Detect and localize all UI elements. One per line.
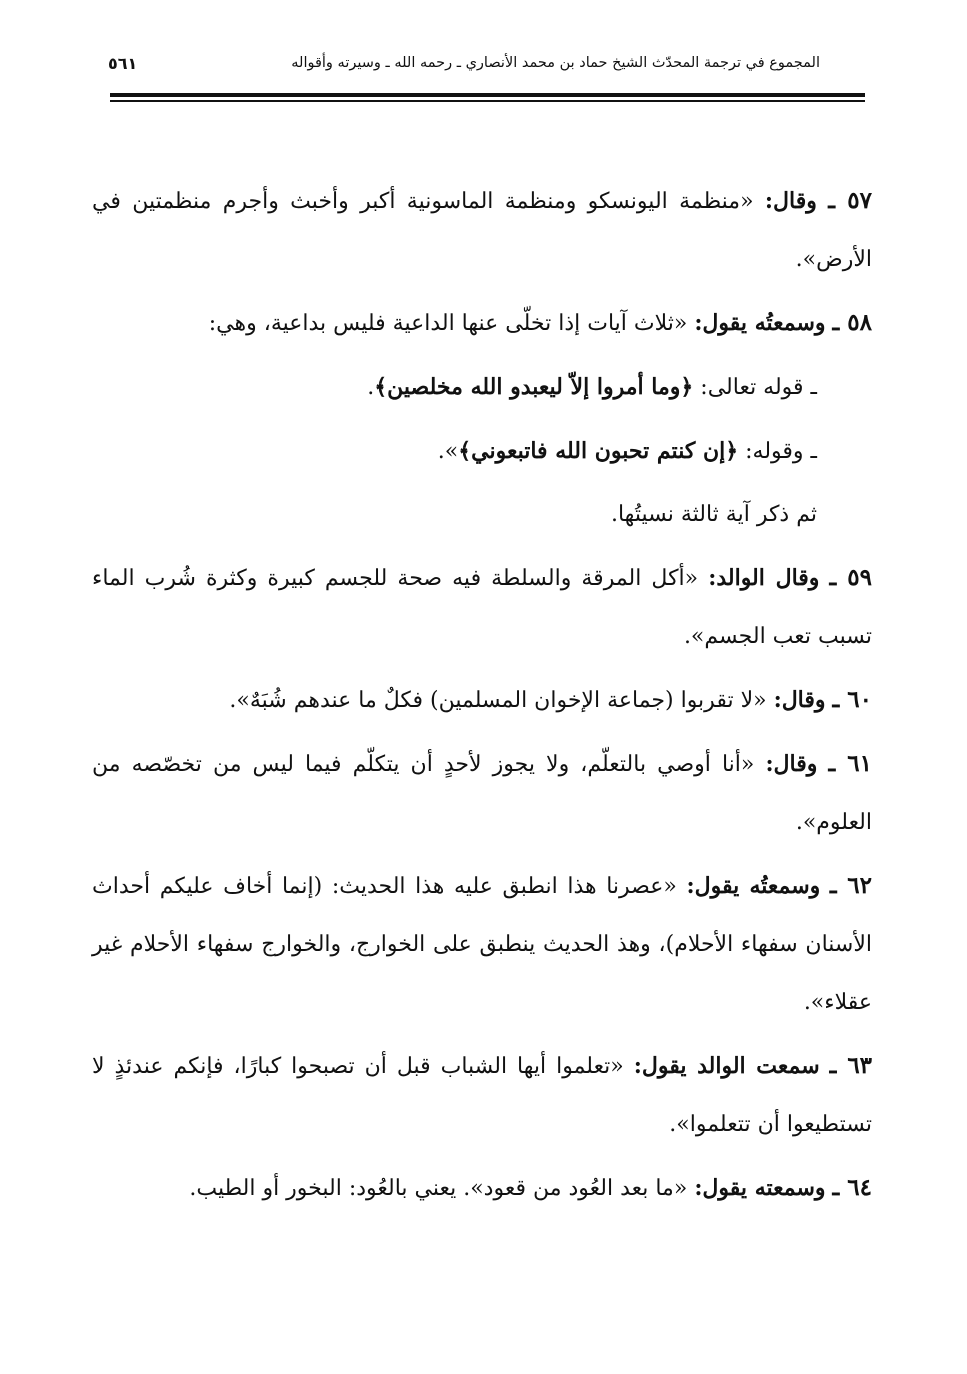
verse-suffix: . xyxy=(367,375,375,400)
closing-line: ثم ذكر آية ثالثة نسيتُها. xyxy=(610,502,817,527)
saying-60 xyxy=(92,671,872,730)
saying-number: ٦٤ ـ xyxy=(832,1174,872,1201)
saying-number: ٥٨ ـ xyxy=(832,309,872,336)
verse-line-1 xyxy=(92,358,872,417)
saying-text: «منظمة اليونسكو ومنظمة الماسونية أكبر وأخبث وأجرم منظمتين في الأرض». xyxy=(92,189,872,272)
saying-text: «ما بعد العُود من قعود». يعني بالعُود: البخور أو الطيب. xyxy=(189,1176,688,1201)
saying-61 xyxy=(92,735,872,852)
saying-number: ٦٠ ـ xyxy=(832,686,872,713)
page-body xyxy=(92,172,872,1223)
page-header xyxy=(108,46,820,80)
saying-lead: وسمعتُه يقول: xyxy=(694,310,826,336)
saying-63 xyxy=(92,1037,872,1154)
saying-lead: وسمعتُه يقول: xyxy=(686,873,821,899)
saying-64 xyxy=(92,1159,872,1218)
saying-text: «ثلاث آيات إذا تخلّى عنها الداعية فليس بداعية، وهي: xyxy=(208,311,688,336)
quran-verse: ﴿وما أمروا إلاّ ليعبدو الله مخلصين﴾ xyxy=(374,374,694,400)
header-rule-thin xyxy=(110,100,865,102)
header-rule-thick xyxy=(110,93,865,97)
saying-lead: سمعت الوالد يقول: xyxy=(633,1053,820,1079)
saying-number: ٦١ ـ xyxy=(828,750,873,777)
saying-57 xyxy=(92,172,872,289)
saying-lead: وقال: xyxy=(764,188,817,214)
verse-suffix: ». xyxy=(437,439,459,464)
saying-text: «عصرنا هذا انطبق عليه هذا الحديث: (إنما أخاف عليكم أحداث الأسنان سفهاء الأحلام)، وهذ الحديث ينطبق على الخوارج، والخوارج سفهاء الأحلام غير عقلاء». xyxy=(92,874,872,1015)
saying-number: ٥٧ ـ xyxy=(828,187,872,214)
verse-prefix: ـ قوله تعالى: xyxy=(700,375,817,400)
saying-lead: وقال: xyxy=(773,687,826,713)
saying-number: ٦٣ ـ xyxy=(829,1052,873,1079)
quran-verse: ﴿إن كنتم تحبون الله فاتبعوني﴾ xyxy=(458,438,739,464)
saying-lead: وقال الوالد: xyxy=(708,565,820,591)
saying-number: ٥٩ ـ xyxy=(829,564,873,591)
saying-text: «لا تقربوا (جماعة الإخوان المسلمين) فكلٌ ما عندهم شُبَهٌ». xyxy=(229,688,767,713)
running-title: المجموع في ترجمة المحدّث الشيخ حماد بن محمد الأنصاري ـ رحمه الله ـ وسيرته وأقواله xyxy=(291,55,820,71)
saying-text: «أنا أوصي بالتعلّم، ولا يجوز لأحدٍ أن يتكلّم فيما ليس من تخصّصه من العلوم». xyxy=(92,752,872,835)
verse-prefix: ـ وقوله: xyxy=(745,439,817,464)
saying-number: ٦٢ ـ xyxy=(829,872,873,899)
saying-text: «تعلموا أيها الشباب قبل أن تصبحوا كبارًا، فإنكم عندئذٍ لا تستطيعوا أن تتعلموا». xyxy=(92,1054,872,1137)
saying-62 xyxy=(92,857,872,1032)
verse-line-2 xyxy=(92,422,872,481)
saying-lead: وسمعته يقول: xyxy=(694,1175,826,1201)
saying-58 xyxy=(92,294,872,353)
saying-59 xyxy=(92,549,872,666)
saying-lead: وقال: xyxy=(765,751,818,777)
saying-text: «أكل المرقة والسلطة فيه صحة للجسم كبيرة وكثرة شُرب الماء تسبب تعب الجسم». xyxy=(92,566,872,649)
page-number: ٥٦١ xyxy=(108,53,138,73)
